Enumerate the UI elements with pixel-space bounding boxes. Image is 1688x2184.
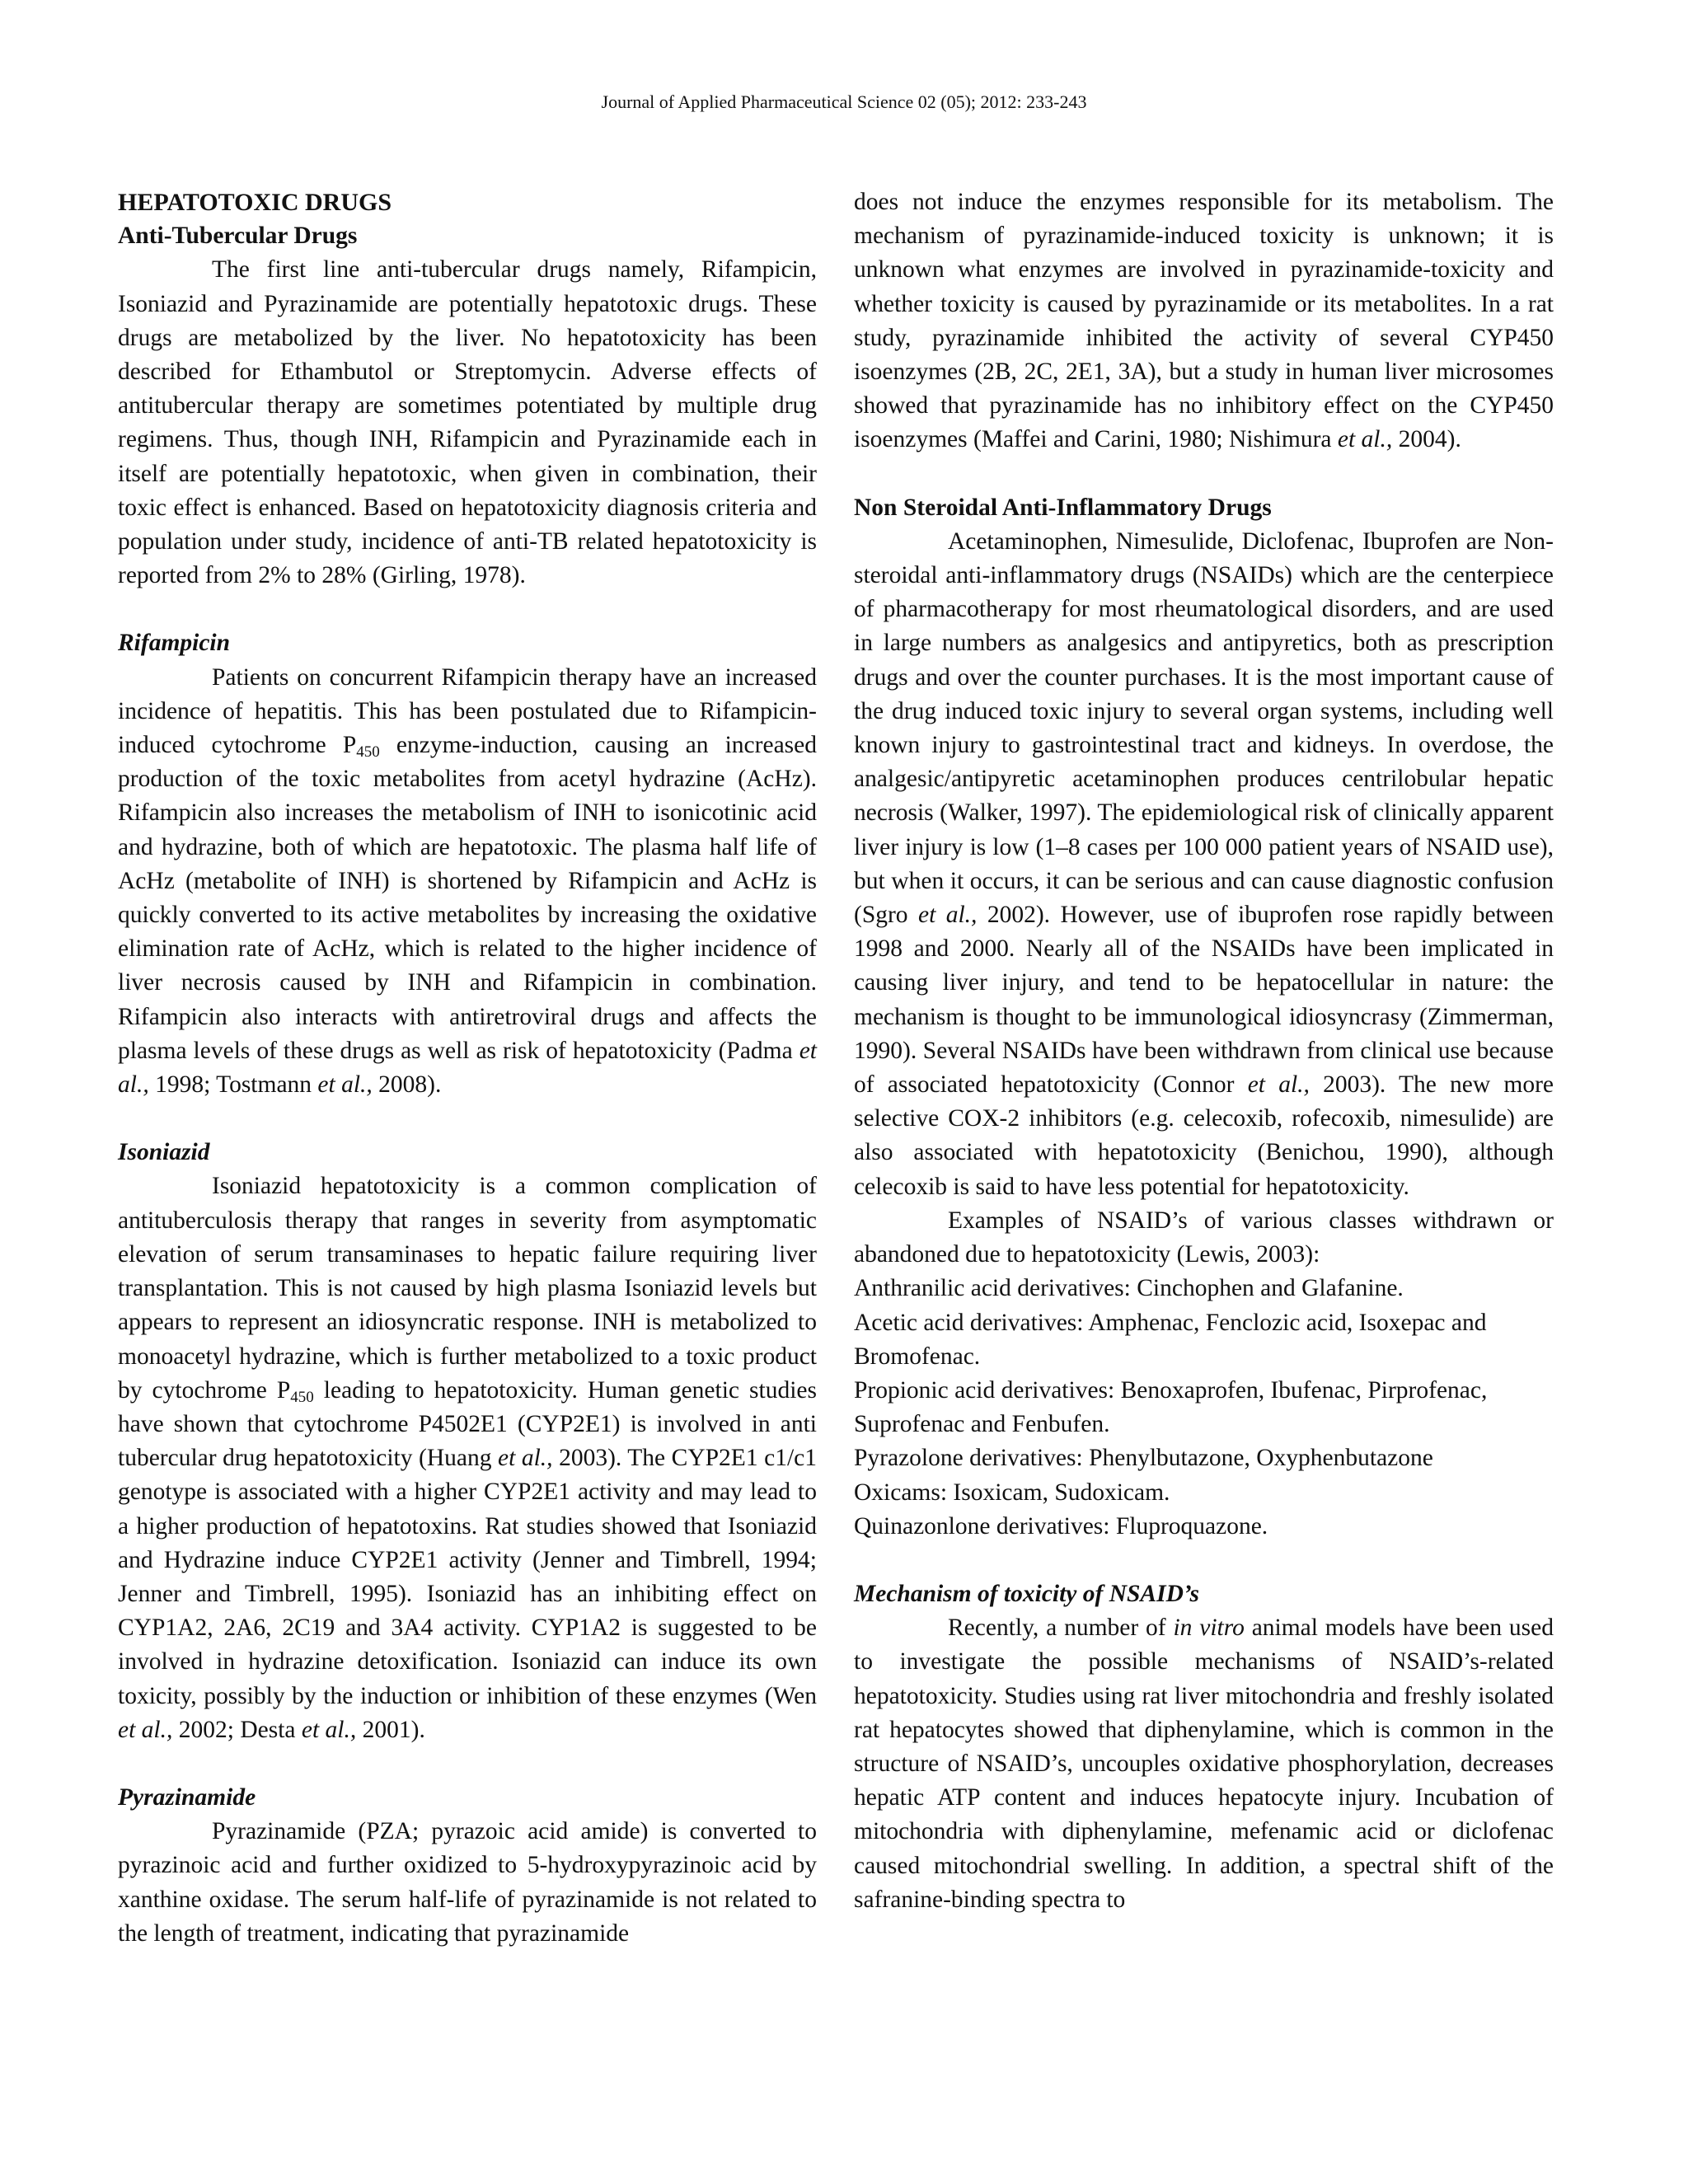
nsaid-examples-intro: Examples of NSAID’s of various classes withdrawn or abandoned due to hepatotoxicity (Lewis, 2003): [854,1207,1554,1268]
journal-header: Journal of Applied Pharmaceutical Science 02 (05); 2012: 233-243 [601,91,1087,112]
list-item: Oxicams: Isoxicam, Sudoxicam. [854,1479,1170,1506]
mechanism-paragraph: Recently, a number of in vitro animal models have been used to investigate the possible mechanisms of NSAID’s-related hepatotoxicity. Studies using rat liver mitochondria and freshly isolated rat hepatocytes showed that diphenylamine, which is common in the structure of NSAID’s, uncouples oxidative phosphorylation, decreases hepatic ATP content and induces hepatocyte injury. Incubation of mitochondria with diphenylamine, mefenamic acid or diclofenac caused mitochondrial swelling. In addition, a spectral shift of the safranine-binding spectra to [854,1615,1554,1913]
nsaid-paragraph: Acetaminophen, Nimesulide, Diclofenac, Ibuprofen are Non-steroidal anti-inflammatory drugs (NSAIDs) which are the centerpiece of pharmacotherapy for most rheumatological disorders, and are used in large numbers as analgesics and antipyretics, both as prescription drugs and over the counter purchases. It is the most important cause of the drug induced toxic injury to several organ systems, including well known injury to gastrointestinal tract and kidneys. In overdose, the analgesic/antipyretic acetaminophen produces centrilobular hepatic necrosis (Walker, 1997). The epidemiological risk of clinically apparent liver injury is low (1–8 cases per 100 000 patient years of NSAID use), but when it occurs, it can be serious and can cause diagnostic confusion (Sgro et al., 2002). However, use of ibuprofen rose rapidly between 1998 and 2000. Nearly all of the NSAIDs have been implicated in causing liver injury, and tend to be hepatocellular in nature: the mechanism is thought to be immunological idiosyncrasy (Zimmerman, 1990). Several NSAIDs have been withdrawn from clinical use because of associated hepatotoxicity (Connor et al., 2003). The new more selective COX-2 inhibitors (e.g. celecoxib, rofecoxib, nimesulide) are also associated with hepatotoxicity (Benichou, 1990), although celecoxib is said to have less potential for hepatotoxicity. [854,527,1554,1200]
antitb-heading: Anti-Tubercular Drugs [118,223,358,250]
nsaid-heading: Non Steroidal Anti-Inflammatory Drugs [854,494,1272,521]
section-heading: HEPATOTOXIC DRUGS [118,189,392,216]
nsaid-class-list [854,1272,1554,1544]
list-item: Anthranilic acid derivatives: Cinchophen and Glafanine. [854,1275,1404,1302]
pyrazinamide-paragraph: Pyrazinamide (PZA; pyrazoic acid amide) is converted to pyrazinoic acid and further oxidized to 5-hydroxypyrazinoic acid by xanthine oxidase. The serum half-life of pyrazinamide is not related to the length of treatment, indicating that pyrazinamide [118,1818,817,1947]
isoniazid-heading: Isoniazid [118,1139,210,1166]
isoniazid-paragraph: Isoniazid hepatotoxicity is a common complication of antituberculosis therapy that ranges in severity from asymptomatic elevation of serum transaminases to hepatic failure requiring liver transplantation. This is not caused by high plasma Isoniazid levels but appears to represent an idiosyncratic response. INH is metabolized to monoacetyl hydrazine, which is further metabolized to a toxic product by cytochrome $P_{450}$ leading to hepatotoxicity. Human genetic studies have shown that cytochrome P4502E1 (CYP2E1) is involved in anti tubercular drug hepatotoxicity (Huang et al., 2003). The CYP2E1 c1/c1 genotype is associated with a higher CYP2E1 activity and may lead to a higher production of hepatotoxins. Rat studies showed that Isoniazid and Hydrazine induce CYP2E1 activity (Jenner and Timbrell, 1994; Jenner and Timbrell, 1995). Isoniazid has an inhibiting effect on CYP1A2, 2A6, 2C19 and 3A4 activity. CYP1A2 is suggested to be involved in hydrazine detoxification. Isoniazid can induce its own toxicity, possibly by the induction or inhibition of these enzymes (Wen et al., 2002; Desta et al., 2001). [118,1173,817,1743]
pyrazinamide-continued: does not induce the enzymes responsible for its metabolism. The mechanism of pyrazinamide-induced toxicity is unknown; it is unknown what enzymes are involved in pyrazinamide-toxicity and whether toxicity is caused by pyrazinamide or its metabolites. In a rat study, pyrazinamide inhibited the activity of several CYP450 isoenzymes (2B, 2C, 2E1, 3A), but a study in human liver microsomes showed that pyrazinamide has no inhibitory effect on the CYP450 isoenzymes (Maffei and Carini, 1980; Nishimura et al., 2004). [854,189,1554,453]
list-item: Quinazonlone derivatives: Fluproquazone. [854,1512,1268,1540]
list-item: Pyrazolone derivatives: Phenylbutazone, Oxyphenbutazone [854,1445,1433,1472]
list-item: Propionic acid derivatives: Benoxaprofen, Ibufenac, Pirprofenac, Suprofenac and Fenbufen. [854,1376,1488,1438]
list-item: Acetic acid derivatives: Amphenac, Fenclozic acid, Isoxepac and Bromofenac. [854,1309,1487,1370]
rifampicin-paragraph: Patients on concurrent Rifampicin therapy have an increased incidence of hepatitis. This has been postulated due to Rifampicin-induced cytochrome $P_{450}$ enzyme-induction, causing an increased production of the toxic metabolites from acetyl hydrazine (AcHz). Rifampicin also increases the metabolism of INH to isonicotinic acid and hydrazine, both of which are hepatotoxic. The plasma half life of AcHz (metabolite of INH) is shortened by Rifampicin and AcHz is quickly converted to its active metabolites by increasing the oxidative elimination rate of AcHz, which is related to the higher incidence of liver necrosis caused by INH and Rifampicin in combination. Rifampicin also interacts with antiretroviral drugs and affects the plasma levels of these drugs as well as risk of hepatotoxicity (Padma et al., 1998; Tostmann et al., 2008). [118,663,817,1099]
mechanism-heading: Mechanism of toxicity of NSAID’s [854,1580,1200,1607]
left-column [118,185,817,1951]
right-column [854,185,1554,1917]
antitb-paragraph: The first line anti-tubercular drugs namely, Rifampicin, Isoniazid and Pyrazinamide are potentially hepatotoxic drugs. These drugs are metabolized by the liver. No hepatotoxicity has been described for Ethambutol or Streptomycin. Adverse effects of antitubercular therapy are sometimes potentiated by multiple drug regimens. Thus, though INH, Rifampicin and Pyrazinamide each in itself are potentially hepatotoxic, when given in combination, their toxic effect is enhanced. Based on hepatotoxicity diagnosis criteria and population under study, incidence of anti-TB related hepatotoxicity is reported from 2% to 28% (Girling, 1978). [118,256,817,589]
rifampicin-heading: Rifampicin [118,630,231,657]
pyrazinamide-heading: Pyrazinamide [118,1783,256,1811]
